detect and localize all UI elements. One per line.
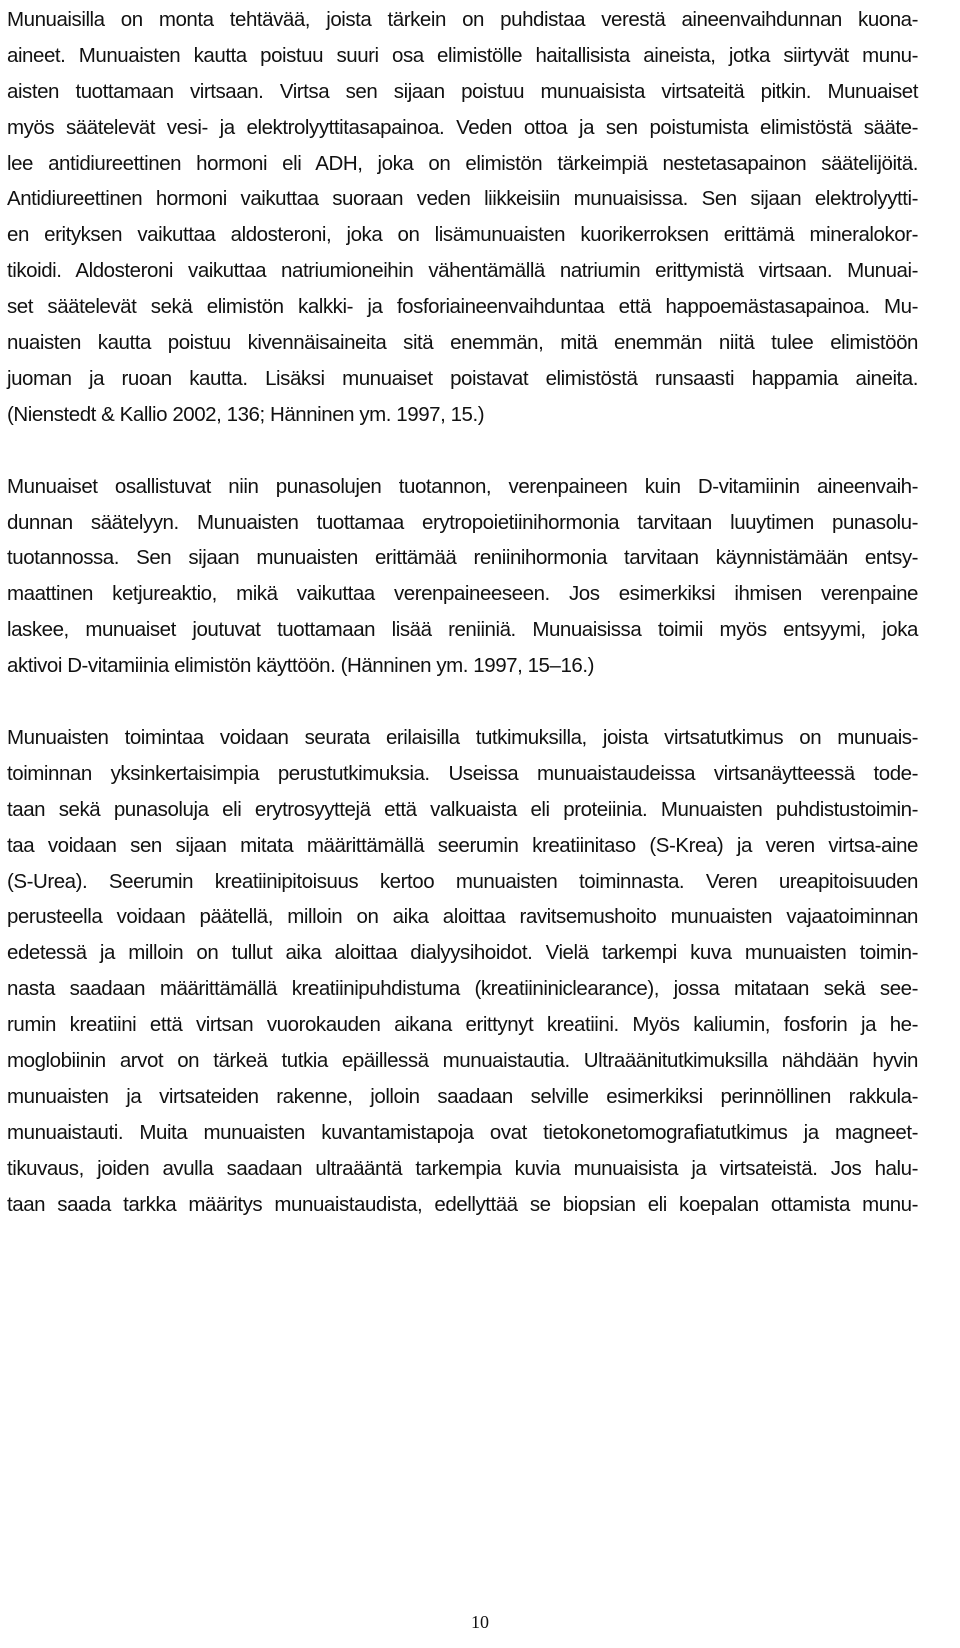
text-line: myös säätelevät vesi- ja elektrolyyttitasapainoa. Veden ottoa ja sen poistumista elimistöstä sääte- <box>7 115 918 139</box>
text-line: taa voidaan sen sijaan mitata määrittämällä seerumin kreatiinitaso (S-Krea) ja veren virtsa-aine <box>7 833 918 857</box>
text-line: taan sekä punasoluja eli erytrosyyttejä että valkuaista eli proteiinia. Munuaisten puhdistustoimin- <box>7 797 918 821</box>
text-line: tikoidi. Aldosteroni vaikuttaa natriumioneihin vähentämällä natriumin erittymistä virtsaan. Munuai- <box>7 259 918 283</box>
text-line: tikuvaus, joiden avulla saadaan ultraääntä tarkempia kuvia munuaisista ja virtsateistä. Jos halu- <box>7 1156 918 1180</box>
text-line: moglobiinin arvot on tärkeä tutkia epäillessä munuaistautia. Ultraäänitutkimuksilla nähdään hyvin <box>7 1049 918 1073</box>
text-line: aisten tuottamaan virtsaan. Virtsa sen sijaan poistuu munuaisista virtsateitä pitkin. Munuaiset <box>7 79 918 103</box>
text-line: (Nienstedt & Kallio 2002, 136; Hänninen ym. 1997, 15.) <box>7 402 485 426</box>
text-line: taan saada tarkka määritys munuaistaudista, edellyttää se biopsian eli koepalan ottamista munu- <box>7 1192 918 1216</box>
page-number: 10 <box>471 1612 489 1632</box>
paragraph-gap <box>7 433 918 469</box>
text-line: set säätelevät sekä elimistön kalkki- ja fosforiaineenvaihduntaa että happoemästasapainoa. Mu- <box>7 295 918 319</box>
text-line: munuaisten ja virtsateiden rakenne, jolloin saadaan selville esimerkiksi perinnöllinen rakkula- <box>7 1084 918 1108</box>
text-line: juoman ja ruoan kautta. Lisäksi munuaiset poistavat elimistöstä runsaasti happamia aineita. <box>7 366 918 390</box>
text-line: maattinen ketjureaktio, mikä vaikuttaa verenpaineeseen. Jos esimerkiksi ihmisen verenpaine <box>7 582 918 606</box>
text-line: nasta saadaan määrittämällä kreatiinipuhdistuma (kreatiininiclearance), jossa mitataan sekä see- <box>7 977 918 1001</box>
document-body <box>7 2 918 1223</box>
paragraph-gap <box>7 684 918 720</box>
paragraph-hormone-production <box>7 469 918 684</box>
text-line: (S-Urea). Seerumin kreatiinipitoisuus kertoo munuaisten toiminnasta. Veren ureapitoisuuden <box>7 869 918 893</box>
text-line: Munuaisilla on monta tehtävää, joista tärkein on puhdistaa verestä aineenvaihdunnan kuona- <box>7 8 918 31</box>
text-line: nuaisten kautta poistuu kivennäisaineita sitä enemmän, mitä enemmän niitä tulee elimistöön <box>7 331 918 355</box>
text-line: laskee, munuaiset joutuvat tuottamaan lisää reniiniä. Munuaisissa toimii myös entsyymi, joka <box>7 618 918 642</box>
text-line: aineet. Munuaisten kautta poistuu suuri osa elimistölle haitallisista aineista, jotka siirtyvät munu- <box>7 43 918 67</box>
text-line: dunnan säätelyyn. Munuaisten tuottamaa erytropoietiinihormonia tarvitaan luuytimen punasolu- <box>7 510 918 534</box>
text-line: munuaistauti. Muita munuaisten kuvantamistapoja ovat tietokonetomografiatutkimus ja magneet- <box>7 1120 918 1144</box>
paragraph-kidney-functions <box>7 2 918 433</box>
text-line: en erityksen vaikuttaa aldosteroni, joka on lisämunuaisten kuorikerroksen erittämä mineralokor- <box>7 223 918 247</box>
text-line: perusteella voidaan päätellä, milloin on aika aloittaa ravitsemushoito munuaisten vajaatoiminnan <box>7 905 918 929</box>
text-line: toiminnan yksinkertaisimpia perustutkimuksia. Useissa munuaistaudeissa virtsanäytteessä tode- <box>7 761 918 785</box>
text-line: aktivoi D-vitamiinia elimistön käyttöön. (Hänninen ym. 1997, 15–16.) <box>7 654 594 678</box>
paragraph-kidney-tests <box>7 720 918 1222</box>
text-line: tuotannossa. Sen sijaan munuaisten erittämää reniinihormonia tarvitaan käynnistämään entsy- <box>7 546 918 570</box>
text-line: rumin kreatiini että virtsan vuorokauden aikana erittynyt kreatiini. Myös kaliumin, fosforin ja he- <box>7 1013 918 1037</box>
text-line: lee antidiureettinen hormoni eli ADH, joka on elimistön tärkeimpiä nestetasapainon säätelijöitä. <box>7 151 918 175</box>
text-line: edetessä ja milloin on tullut aika aloittaa dialyysihoidot. Vielä tarkempi kuva munuaisten toimin- <box>7 941 918 965</box>
text-line: Antidiureettinen hormoni vaikuttaa suoraan veden liikkeisiin munuaisissa. Sen sijaan elektrolyytti- <box>7 187 918 211</box>
text-line: Munuaiset osallistuvat niin punasolujen tuotannon, verenpaineen kuin D-vitamiinin aineenvaih- <box>7 474 918 498</box>
text-line: Munuaisten toimintaa voidaan seurata erilaisilla tutkimuksilla, joista virtsatutkimus on munuais- <box>7 726 918 750</box>
